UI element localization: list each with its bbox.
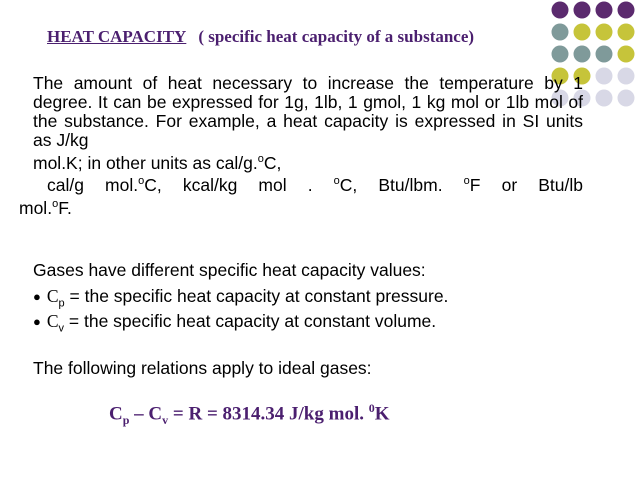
definition-paragraph (33, 74, 583, 173)
eq-cp: C (109, 403, 123, 425)
cv-definition: = the specific heat capacity at constant volume. (64, 311, 437, 331)
degree-sup: o (463, 175, 470, 187)
cv-subscript: v (58, 322, 65, 335)
bullet-cv (33, 311, 436, 335)
decorative-dot (552, 46, 569, 63)
decorative-dot (596, 90, 613, 107)
cp-definition: = the specific heat capacity at constant pressure. (64, 286, 449, 306)
definition-last-line (33, 150, 583, 173)
decorative-dot (596, 24, 613, 41)
unit-text-f: F. (58, 197, 72, 218)
eq-minus-cv: – C (129, 403, 163, 425)
bullet-icon: ● (33, 314, 41, 329)
unit-text-a: cal/g mol. (47, 174, 139, 195)
definition-last-text: mol.K; in other units as cal/g. (33, 152, 258, 173)
decorative-dot (574, 2, 591, 19)
decorative-dot (552, 2, 569, 19)
degree-sup: o (257, 153, 264, 165)
decorative-dot (618, 46, 635, 63)
unit-text-e: mol. (19, 197, 53, 218)
ideal-gas-equation (109, 401, 390, 428)
gases-intro: Gases have different specific heat capacity values: (33, 260, 426, 280)
decorative-dot (618, 68, 635, 85)
eq-degree-sup: 0 (368, 401, 375, 415)
decorative-dot (574, 46, 591, 63)
definition-text: The amount of heat necessary to increase the temperature by 1 degree. It can be expressed for 1g, 1lb, 1 gmol, 1 kg mol or 1lb mol of the substance. For example, a heat capacity is expressed in SI units as J/kg (33, 73, 583, 150)
decorative-dot (596, 68, 613, 85)
eq-cv-sub: v (162, 413, 169, 428)
unit-text-d: F or Btu/lb (469, 174, 583, 195)
decorative-dot (618, 90, 635, 107)
cp-symbol: C (46, 286, 59, 306)
decorative-dot (596, 46, 613, 63)
cp-subscript: p (58, 297, 65, 310)
units-line-2 (19, 195, 583, 218)
eq-value: = R = 8314.34 J/kg mol. (168, 403, 369, 425)
degree-sup: o (333, 175, 340, 187)
bullet-cp (33, 286, 448, 310)
cv-symbol: C (46, 311, 59, 331)
unit-text-b: C, kcal/kg mol . (144, 174, 334, 195)
slide-title (47, 27, 582, 47)
definition-last-unit: C, (263, 152, 282, 173)
units-paragraph (19, 172, 583, 218)
relations-intro: The following relations apply to ideal gases: (33, 358, 372, 378)
unit-text-c: C, Btu/lbm. (339, 174, 464, 195)
title-heat-capacity: HEAT CAPACITY (47, 27, 187, 46)
decorative-dot (618, 24, 635, 41)
degree-sup: o (52, 197, 59, 210)
title-subtitle: ( specific heat capacity of a substance) (198, 27, 475, 46)
decorative-dot (618, 2, 635, 19)
eq-kelvin: K (374, 403, 390, 425)
decorative-dot (596, 2, 613, 19)
bullet-icon: ● (33, 289, 41, 304)
eq-cp-sub: p (122, 413, 130, 428)
degree-sup: o (138, 175, 145, 187)
units-line-1 (33, 172, 583, 195)
